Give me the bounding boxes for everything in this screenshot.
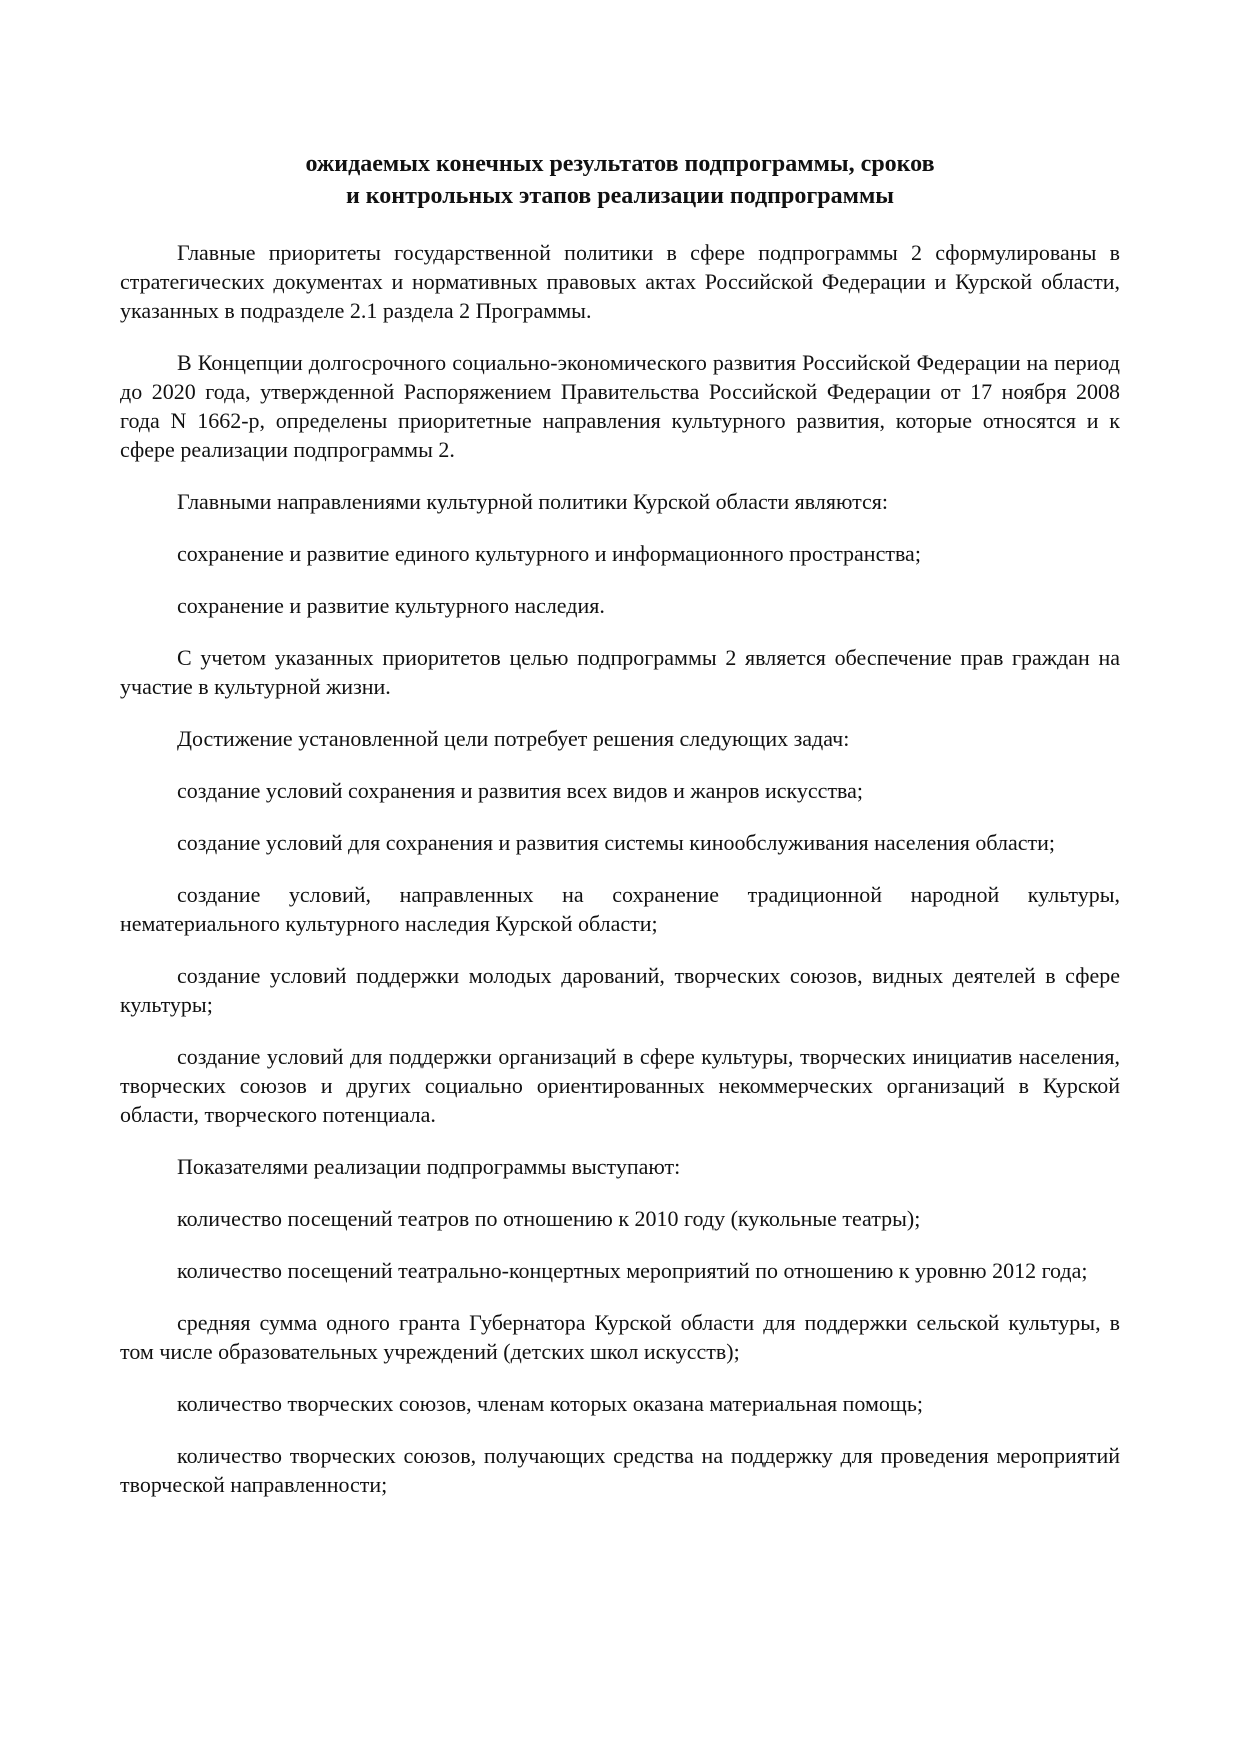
list-item-direction: сохранение и развитие единого культурного и информационного пространства; xyxy=(177,541,921,566)
paragraph-tasks-intro: Достижение установленной цели потребует решения следующих задач: xyxy=(177,726,850,751)
list-item-indicator: количество творческих союзов, членам которых оказана материальная помощь; xyxy=(177,1391,923,1416)
paragraph-indicators-intro: Показателями реализации подпрограммы выступают: xyxy=(177,1154,681,1179)
list-item-indicator: количество творческих союзов, получающих средства на поддержку для проведения мероприятий творческой направленности; xyxy=(120,1443,1120,1497)
list-item-indicator: средняя сумма одного гранта Губернатора Курской области для поддержки сельской культуры, в том числе образовательных учреждений (детских школ искусств); xyxy=(120,1310,1120,1364)
section-heading xyxy=(120,148,1120,212)
heading-line-1: ожидаемых конечных результатов подпрограммы, сроков xyxy=(305,151,935,177)
list-item-indicator: количество посещений театров по отношению к 2010 году (кукольные театры); xyxy=(177,1206,921,1231)
list-item-task: создание условий для поддержки организаций в сфере культуры, творческих инициатив населения, творческих союзов и других социально ориентированных некоммерческих организаций в Курской области, творческого потенциала. xyxy=(120,1044,1120,1127)
paragraph-goal: С учетом указанных приоритетов целью подпрограммы 2 является обеспечение прав граждан на участие в культурной жизни. xyxy=(120,645,1120,699)
list-item-task: создание условий сохранения и развития всех видов и жанров искусства; xyxy=(177,778,864,803)
list-item-task: создание условий, направленных на сохранение традиционной народной культуры, нематериального культурного наследия Курской области; xyxy=(120,882,1120,936)
list-item-indicator: количество посещений театрально-концертных мероприятий по отношению к уровню 2012 года; xyxy=(177,1258,1088,1283)
heading-line-2: и контрольных этапов реализации подпрограммы xyxy=(345,183,895,209)
list-item-direction: сохранение и развитие культурного наследия. xyxy=(177,593,605,618)
document-page xyxy=(120,148,1120,1522)
paragraph-concept: В Концепции долгосрочного социально-экономического развития Российской Федерации на период до 2020 года, утвержденной Распоряжением Правительства Российской Федерации от 17 ноября 2008 года N 1662-р, определены приоритетные направления культурного развития, которые относятся и к сфере реализации подпрограммы 2. xyxy=(120,350,1120,462)
list-item-task: создание условий поддержки молодых дарований, творческих союзов, видных деятелей в сфере культуры; xyxy=(120,963,1120,1017)
list-item-task: создание условий для сохранения и развития системы кинообслуживания населения области; xyxy=(177,830,1056,855)
paragraph-priorities: Главные приоритеты государственной политики в сфере подпрограммы 2 сформулированы в стратегических документах и нормативных правовых актах Российской Федерации и Курской области, указанных в подразделе 2.1 раздела 2 Программы. xyxy=(120,240,1120,323)
paragraph-directions-intro: Главными направлениями культурной политики Курской области являются: xyxy=(177,489,888,514)
